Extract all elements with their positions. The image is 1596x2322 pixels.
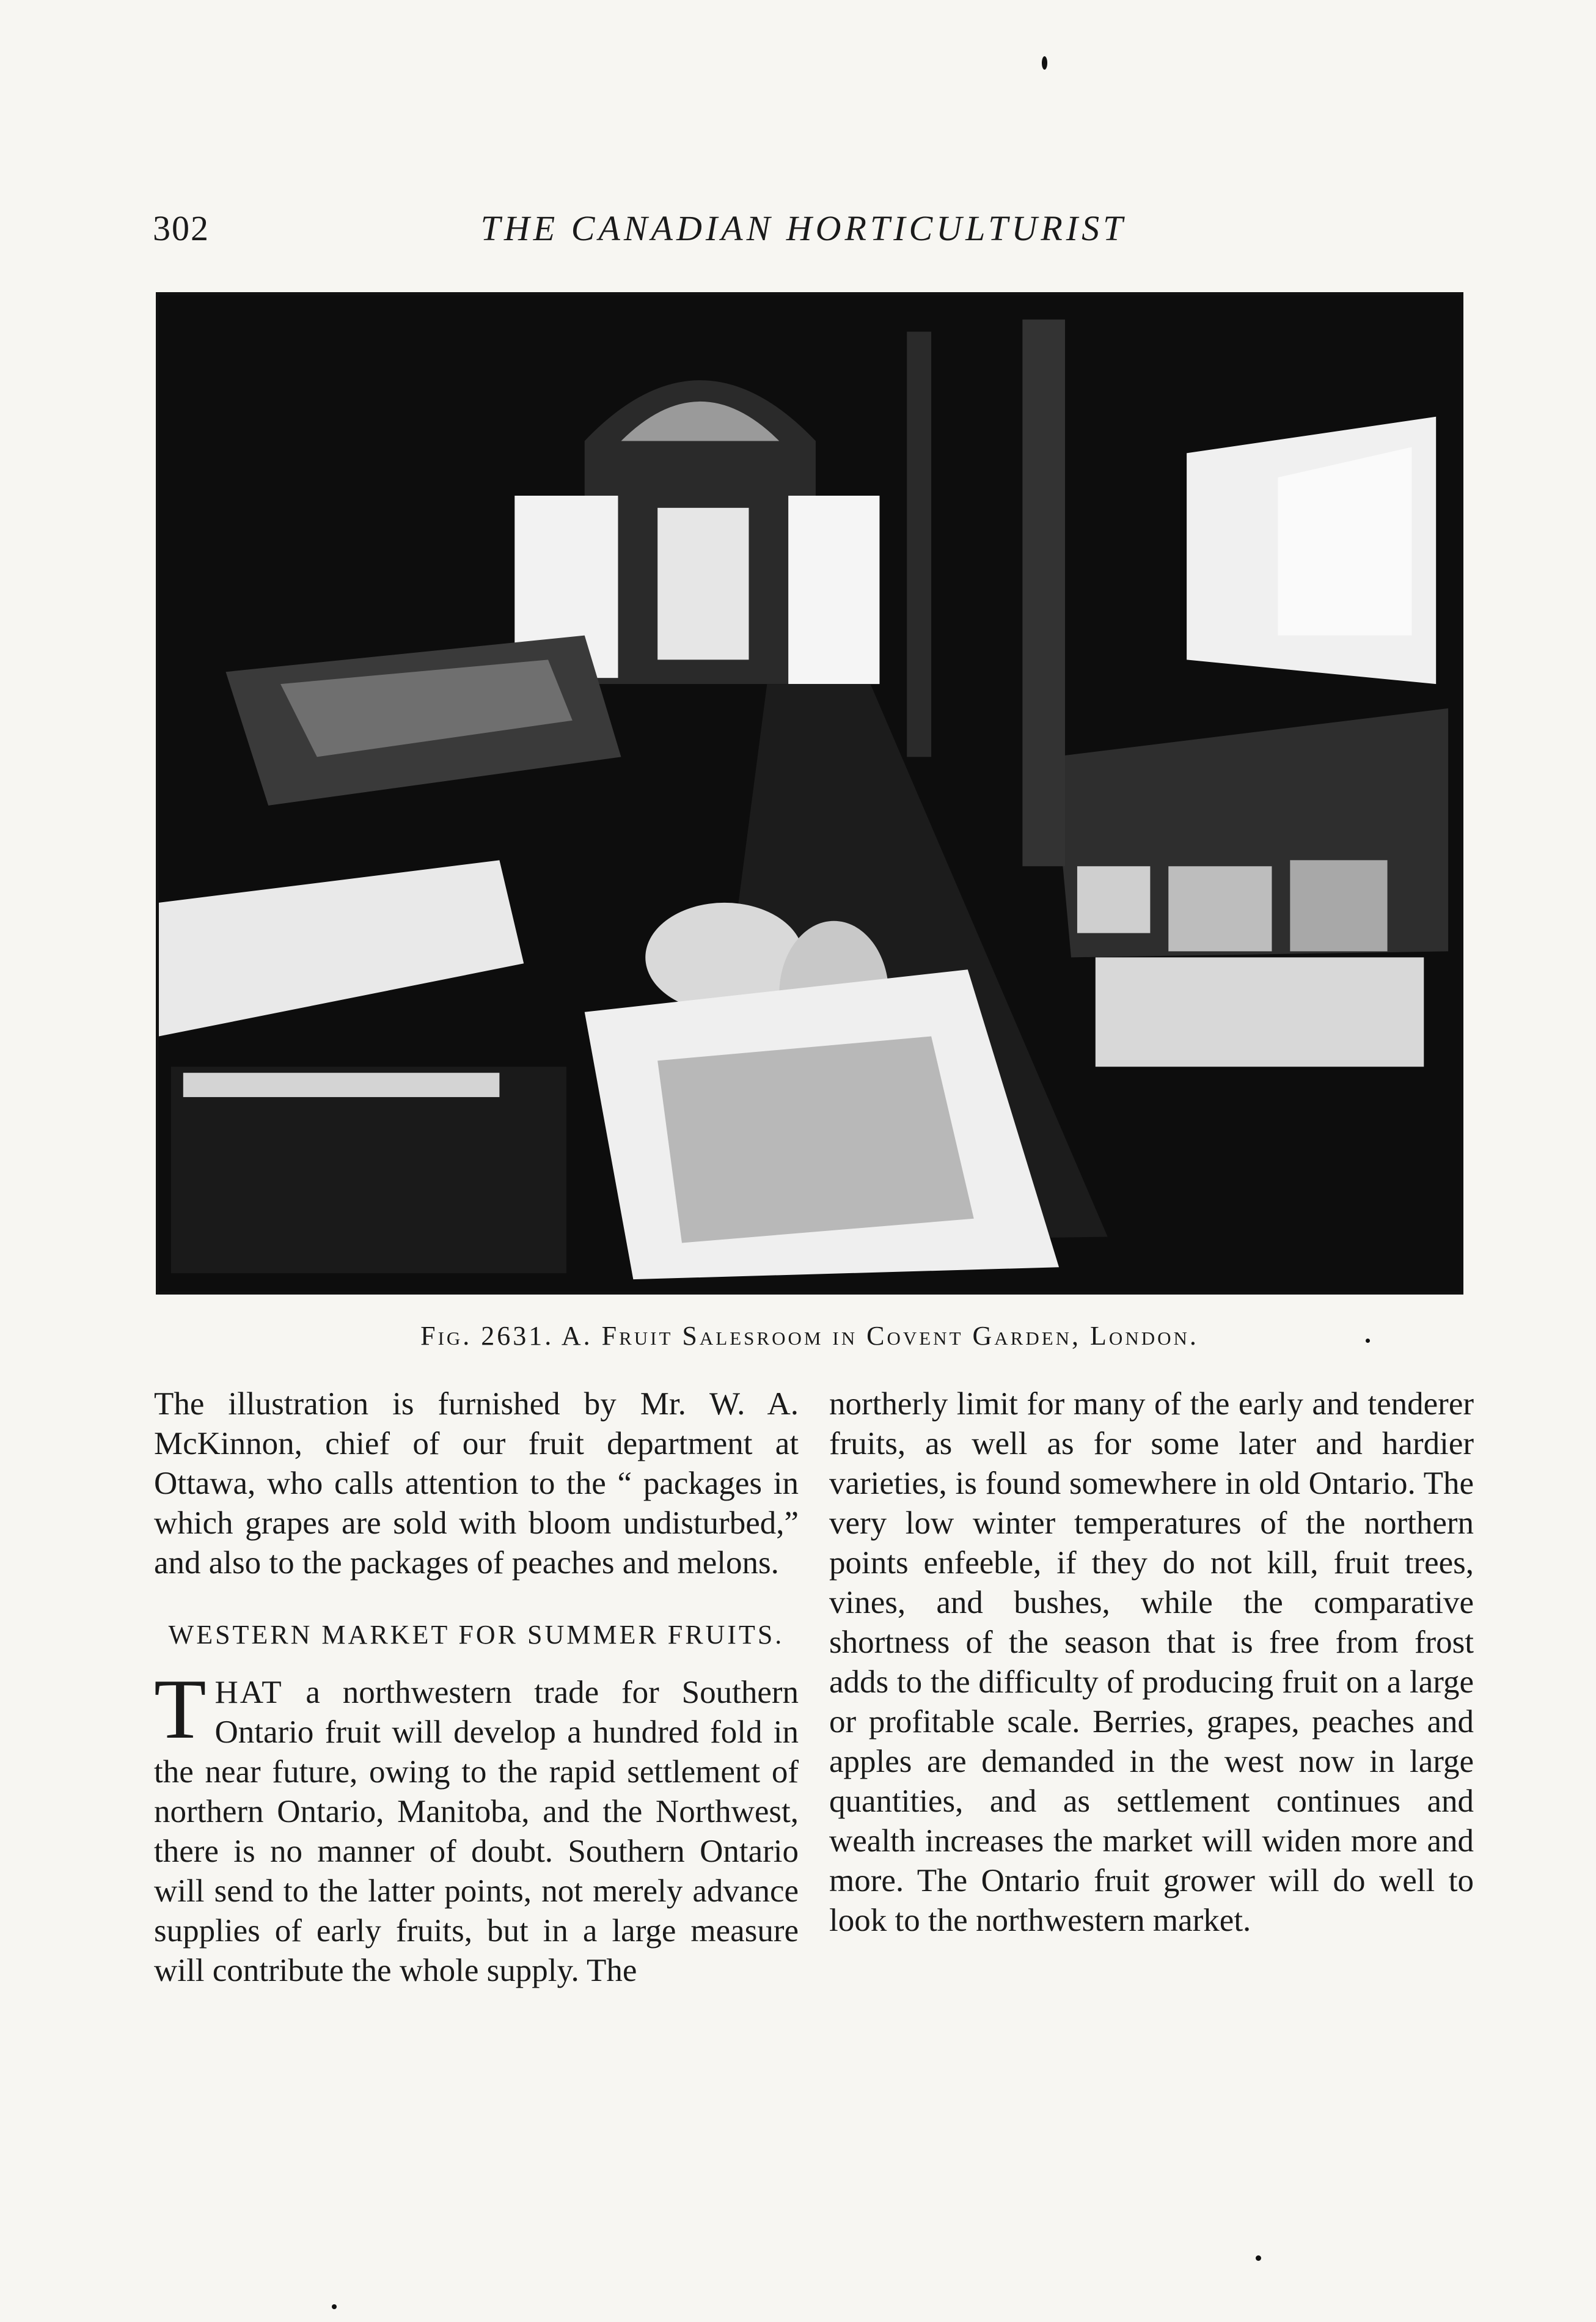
body-text-left: a northwestern trade for Southern Ontario fruit will develop a hundred fold in the near future, owing to the rapid settlement of northern Ontario, Manitoba, and the Northwest, there is no manner of doubt. Southern Ontario will send to the latter points, not merely advance supplies of early fruits, but in a large measure will contribute the whole supply. The xyxy=(154,1675,799,1988)
print-speck xyxy=(332,2304,337,2309)
figure-caption: Fig. 2631. A. Fruit Salesroom in Covent Garden, London. xyxy=(420,1321,1199,1351)
running-title: THE CANADIAN HORTICULTURIST xyxy=(480,208,1127,248)
drop-cap: T xyxy=(154,1662,207,1757)
print-speck xyxy=(1256,2255,1261,2261)
salesroom-photo xyxy=(159,295,1460,1291)
text-column-left xyxy=(154,1384,799,1991)
text-column-right xyxy=(829,1384,1474,1941)
figure-photograph xyxy=(156,292,1463,1295)
print-speck xyxy=(1042,56,1047,70)
lead-in: HAT xyxy=(214,1675,284,1710)
body-paragraph-left xyxy=(154,1662,799,1991)
intro-paragraph: The illustration is furnished by Mr. W. A. McKinnon, chief of our fruit department at Ottawa, who calls attention to the “ packages in which grapes are sold with bloom undisturbed,” and also to the packages of peaches and melons. xyxy=(154,1386,799,1581)
section-heading: WESTERN MARKET FOR SUMMER FRUITS. xyxy=(168,1620,785,1650)
body-paragraph-right: northerly limit for many of the early and tenderer fruits, as well as for some later and hardier varieties, is found somewhere in old Ontario. The very low winter temperatures of the northern points enfeeble, if they do not kill, fruit trees, vines, and bushes, while the comparative shortness of the season that is free from frost adds to the difficulty of producing fruit on a large or profitable scale. Berries, grapes, peaches and apples are demanded in the west now in large quantities, and as settlement continues and wealth increases the market will widen more and more. The Ontario fruit grower will do well to look to the northwestern market. xyxy=(829,1386,1474,1938)
page-header xyxy=(153,208,1454,257)
page-number: 302 xyxy=(153,208,210,248)
